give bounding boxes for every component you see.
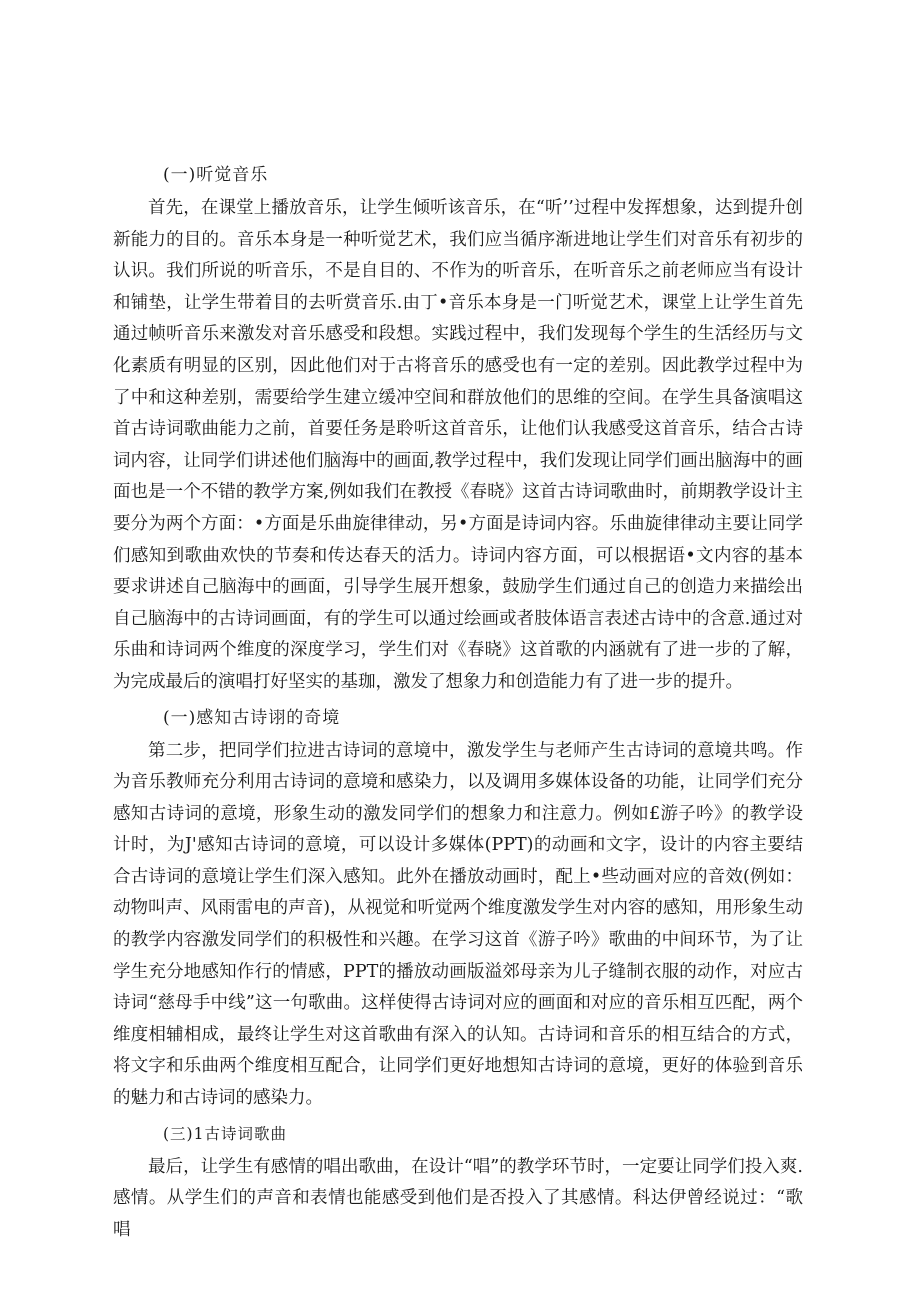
section-heading-perceiving-poetry: (一)感知古诗诩的奇境 [163,707,341,728]
document-page [113,160,803,1250]
section-paragraph-poetry-songs: 最后，让学生有感情的唱出歌曲，在设计“唱”的教学环节时，一定要让同学们投入爽.感情。从学生们的声音和表情也能感受到他们是否投入了其感情。科达伊曾经说过：“歌唱 [113,1156,803,1240]
section-heading-listening-music: (一)听觉音乐 [163,165,269,185]
section-paragraph-listening-music: 首先，在课堂上播放音乐，让学生倾听该音乐，在“听’’过程中发挥想象，达到提升创新能力的目的。音乐本身是一种听觉艺术，我们应当循序渐进地让学生们对音乐有初步的认识。我们所说的听音乐，不是自目的、不作为的听音乐，在听音乐之前老师应当有设计和铺垫，让学生带着目的去听赏音乐.由丁•音乐本身是一门听觉艺术，课堂上让学生首先通过帧听音乐来激发对音乐感受和段想。实践过程中，我们发现每个学生的生活经历与文化素质有明显的区别，因此他们对于古将音乐的感受也有一定的差别。因此教学过程中为了中和这种差别，需要给学生建立缓冲空间和群放他们的思维的空间。在学生具备演唱这首古诗词歌曲能力之前，首要任务是聆听这首音乐，让他们认我感受这首音乐，结合古诗词内容，让同学们讲述他们脑海中的画面,教学过程中，我们发现让同学们画出脑海中的画面也是一个不错的教学方案,例如我们在教授《春晓》这首古诗词歌曲时，前期教学设计主要分为两个方面：•方面是乐曲旋律律动，另•方面是诗词内容。乐曲旋律律动主要让同学们感知到歌曲欢快的节奏和传达春天的活力。诗词内容方面，可以根据语•文内容的基本要求讲述自己脑海中的画面，引导学生展开想象，鼓励学生们通过自己的创造力来描绘出自己脑海中的古诗词画面，有的学生可以通过绘画或者肢体语言表述古诗中的含意.通过对乐曲和诗词两个维度的深度学习，学生们对《春晓》这首歌的内涵就有了进一步的了解，为完成最后的演唱打好坚实的基珈，激发了想象力和创造能力有了进一步的提升。 [113,198,803,692]
section-heading-poetry-songs: (三)1古诗词歌曲 [163,1124,287,1143]
section-paragraph-perceiving-poetry: 第二步，把同学们拉进古诗词的意境中，激发学生与老师产生古诗词的意境共鸣。作为音乐教师充分利用古诗词的意境和感染力，以及调用多媒体设备的功能，让同学们充分感知古诗词的意境，形象生动的激发同学们的想象力和注意力。例如£游子吟》的教学设计时，为J'感知古诗词的意境，可以设计多媒体(PPT)的动画和文字，设计的内容主要结合古诗词的意境让学生们深入感知。此外在播放动画时，配上•些动画对应的音效(例如：动物叫声、风雨雷电的声音)，从视觉和听觉两个维度激发学生对内容的感知，用形象生动的教学内容激发同学们的积极性和兴趣。在学习这首《游子吟》歌曲的中间环节，为了让学生充分地感知作行的情感，PPT的播放动画版溢郊母亲为儿子缝制衣服的动作，对应古诗词“慈母手中线”这一句歌曲。这样使得古诗词对应的画面和对应的音乐相互匹配，两个维度相辅相成，最终让学生对这首歌曲有深入的认知。古诗词和音乐的相互结合的方式，将文字和乐曲两个维度相互配合，让同学们更好地想知古诗词的意境，更好的体验到音乐的魅力和古诗词的感染力。 [113,740,803,1109]
